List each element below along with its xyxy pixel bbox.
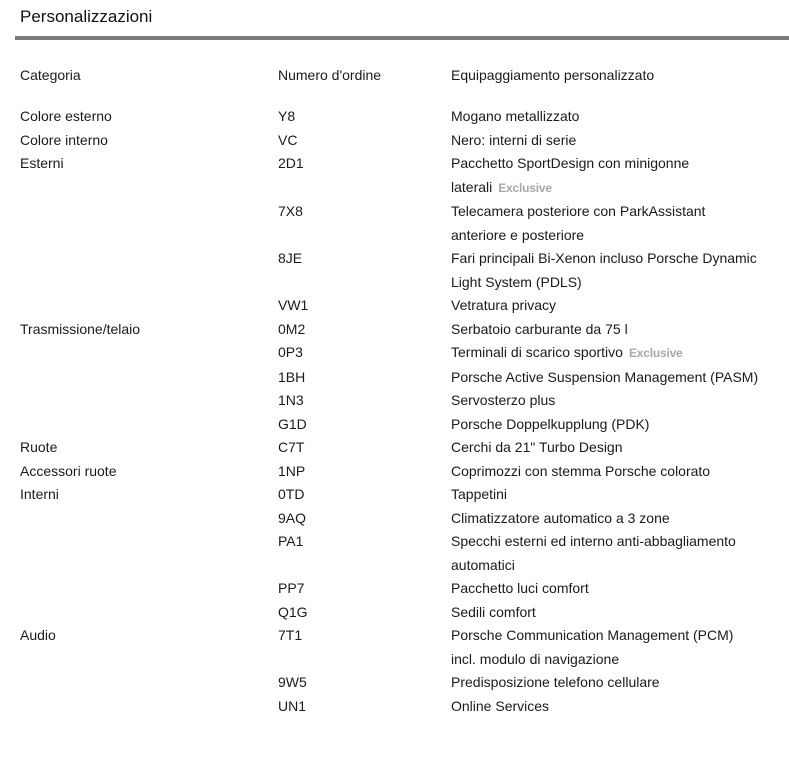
row-order-number: 0TD: [278, 486, 305, 502]
row-equipment-cell: [451, 389, 761, 413]
row-order-number: Q1G: [278, 603, 308, 620]
row-category: Colore interno: [20, 131, 108, 148]
row-equipment: Porsche Communication Management (PCM) incl. modulo di navigazione: [451, 627, 734, 667]
row-equipment: Telecamera posteriore con ParkAssistant anteriore e posteriore: [451, 203, 706, 243]
row-equipment-cell: [451, 483, 761, 507]
row-equipment-cell: [451, 530, 761, 577]
table-row: [0, 247, 789, 294]
table-row: [0, 318, 789, 342]
exclusive-badge: Exclusive: [628, 346, 683, 360]
row-equipment: Serbatoio carburante da 75 l: [451, 320, 628, 337]
row-order-number: 7X8: [278, 203, 303, 219]
row-equipment-cell: [451, 460, 761, 484]
row-equipment: Servosterzo plus: [451, 392, 556, 408]
row-equipment-cell: [451, 105, 761, 129]
row-equipment: Vetratura privacy: [451, 297, 557, 313]
row-order-number: 1BH: [278, 368, 306, 385]
row-category: Interni: [20, 486, 59, 502]
row-order-number: 0M2: [278, 320, 306, 337]
options-table: [0, 105, 789, 718]
row-equipment-cell: [451, 294, 761, 318]
row-order-number: 7T1: [278, 627, 303, 643]
row-equipment-cell: [451, 436, 761, 460]
row-order-number: 2D1: [278, 155, 304, 171]
row-order-number: PA1: [278, 533, 304, 549]
row-equipment-cell: [451, 624, 761, 671]
table-header: [0, 67, 789, 87]
table-row: [0, 436, 789, 460]
row-order-number: VW1: [278, 297, 309, 313]
header-equipment: Equipaggiamento personalizzato: [451, 67, 655, 83]
row-order-number: 1N3: [278, 392, 304, 408]
row-equipment: Fari principali Bi-Xenon incluso Porsche Dynamic Light System (PDLS): [451, 250, 757, 290]
table-row: [0, 507, 789, 531]
table-row: [0, 366, 789, 390]
table-row: [0, 413, 789, 437]
row-equipment-cell: [451, 129, 761, 153]
row-equipment-cell: [451, 341, 761, 366]
row-equipment-cell: [451, 577, 761, 601]
header-category: Categoria: [20, 67, 81, 83]
row-equipment: Mogano metallizzato: [451, 108, 580, 124]
table-row: [0, 601, 789, 625]
row-order-number: G1D: [278, 415, 307, 432]
table-row: [0, 483, 789, 507]
row-equipment: Nero: interni di serie: [451, 131, 577, 148]
row-category: Esterni: [20, 155, 64, 171]
table-row: [0, 695, 789, 719]
table-row: [0, 341, 789, 366]
row-equipment-cell: [451, 695, 761, 719]
table-row: [0, 105, 789, 129]
row-order-number: PP7: [278, 580, 305, 596]
row-equipment: Coprimozzi con stemma Porsche colorato: [451, 462, 711, 479]
table-row: [0, 624, 789, 671]
table-row: [0, 530, 789, 577]
table-row: [0, 129, 789, 153]
row-equipment: Climatizzatore automatico a 3 zone: [451, 509, 670, 526]
row-order-number: 0P3: [278, 344, 303, 360]
row-equipment-cell: [451, 601, 761, 625]
row-category: Colore esterno: [20, 108, 112, 124]
row-equipment: Tappetini: [451, 486, 508, 502]
row-order-number: VC: [278, 131, 298, 148]
row-order-number: C7T: [278, 439, 305, 455]
exclusive-badge: Exclusive: [498, 180, 552, 195]
header-order-number: Numero d'ordine: [278, 67, 382, 83]
row-equipment: Cerchi da 21" Turbo Design: [451, 439, 623, 455]
row-order-number: 1NP: [278, 462, 306, 479]
row-equipment-cell: [451, 200, 761, 247]
row-category: Audio: [20, 627, 56, 643]
row-equipment-cell: [451, 413, 761, 437]
table-row: [0, 152, 789, 200]
row-category: Trasmissione/telaio: [20, 320, 141, 337]
row-equipment-cell: [451, 318, 761, 342]
row-equipment: Predisposizione telefono cellulare: [451, 674, 660, 690]
title-divider: [15, 36, 789, 40]
row-equipment-cell: [451, 366, 761, 390]
page-title: Personalizzazioni: [20, 7, 153, 26]
row-equipment-cell: [451, 152, 761, 200]
table-row: [0, 200, 789, 247]
row-equipment-cell: [451, 247, 761, 294]
row-order-number: 9W5: [278, 674, 307, 690]
row-category: Accessori ruote: [20, 462, 117, 479]
row-order-number: Y8: [278, 108, 296, 124]
row-equipment: Terminali di scarico sportivo: [451, 344, 623, 360]
row-order-number: 8JE: [278, 250, 303, 266]
row-equipment-cell: [451, 507, 761, 531]
row-equipment: Specchi esterni ed interno anti-abbagliamento automatici: [451, 533, 736, 573]
table-row: [0, 671, 789, 695]
table-row: [0, 460, 789, 484]
row-category: Ruote: [20, 439, 58, 455]
row-equipment: Online Services: [451, 697, 550, 714]
row-equipment-cell: [451, 671, 761, 695]
row-equipment: Sedili comfort: [451, 603, 536, 620]
row-order-number: 9AQ: [278, 509, 307, 526]
row-equipment: Porsche Active Suspension Management (PASM): [451, 368, 759, 385]
row-equipment: Pacchetto SportDesign con minigonne laterali: [451, 155, 690, 195]
row-order-number: UN1: [278, 697, 307, 714]
table-row: [0, 389, 789, 413]
row-equipment: Pacchetto luci comfort: [451, 580, 589, 596]
table-row: [0, 577, 789, 601]
row-equipment: Porsche Doppelkupplung (PDK): [451, 415, 650, 432]
table-row: [0, 294, 789, 318]
